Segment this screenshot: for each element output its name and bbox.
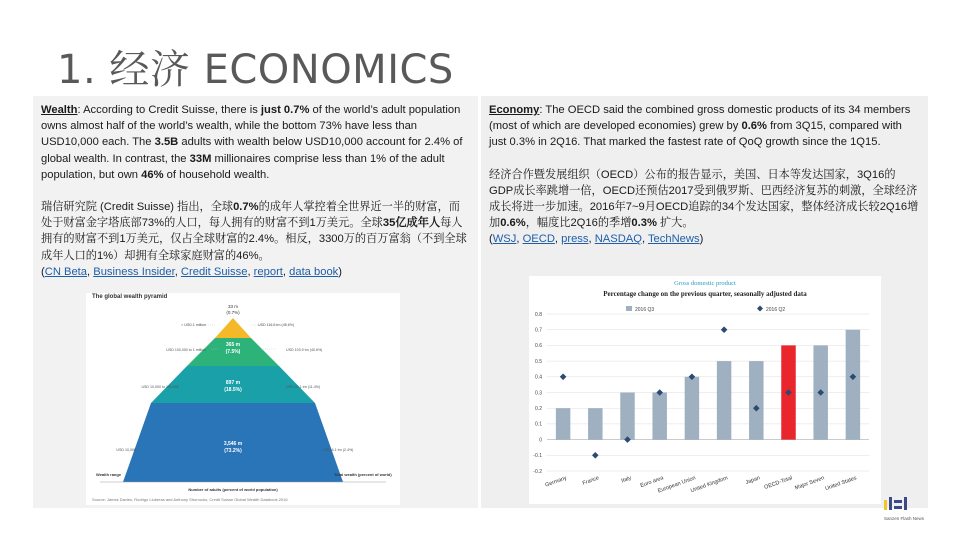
bold-text: 0.6%: [741, 120, 767, 133]
legend-swatch-marker: [757, 306, 763, 312]
pyramid-range-label: USD 100,000 to 1 million: [166, 348, 206, 352]
text: of household wealth.: [163, 168, 270, 181]
bold-text: 33M: [189, 152, 212, 165]
bar-european-union: [685, 377, 699, 440]
marker-united-kingdom: [721, 326, 728, 333]
bold-text: 35亿成年人: [382, 217, 441, 230]
pyramid-range-label: USD 10,000 to 100,000: [141, 385, 179, 389]
pyramid-wealth-label: USD 103.9 trn (40.6%): [286, 348, 323, 352]
y-tick-label: 0.8: [535, 311, 542, 318]
y-tick-label: -0.2: [533, 468, 542, 475]
x-tick-label: United States: [824, 475, 858, 493]
bar-japan: [749, 361, 763, 440]
page-title: 1. 经济 ECONOMICS: [57, 47, 454, 93]
x-tick-label: Euro area: [639, 475, 665, 490]
bar-germany: [556, 408, 570, 439]
pyramid-level-count: 3,546 m: [223, 441, 243, 447]
x-tick-label: Germany: [544, 475, 568, 489]
pyramid-left-axis-label: Wealth range: [96, 472, 122, 477]
x-tick-label: Italy: [620, 475, 633, 485]
text: of the world’s adult population owns almost half of the world’s wealth, while the bottom 73% have less than USD10,000 each. The: [41, 104, 461, 149]
bold-text: 46%: [141, 168, 164, 181]
marker-germany: [560, 374, 567, 381]
x-tick-label: OECD-Total: [763, 475, 794, 491]
chart-subtitle: Percentage change on the previous quarter, seasonally adjusted data: [603, 290, 807, 298]
marker-france: [592, 452, 599, 459]
pyramid-level-count: 365 m: [225, 342, 241, 348]
text: : According to Credit Suisse, there is: [77, 104, 261, 116]
pyramid-level-top: [215, 318, 251, 338]
pyramid-wealth-label: USD 29.1 trn (11.4%): [286, 385, 321, 389]
wealth-sources: (CN Beta, Business Insider, Credit Suisse, report, data book): [41, 265, 343, 278]
economy-chinese-paragraph: [489, 167, 920, 232]
economy-keyword: Economy: [489, 104, 540, 116]
pyramid-title: The global wealth pyramid: [92, 294, 168, 300]
wealth-english-paragraph: [41, 102, 470, 183]
bold-text: 0.7%: [233, 201, 259, 214]
x-tick-label: France: [581, 475, 600, 487]
x-tick-label: Major Seven: [794, 475, 826, 492]
source-link-credit-suisse[interactable]: Credit Suisse: [180, 265, 248, 278]
bar-france: [588, 408, 602, 439]
y-tick-label: 0.4: [535, 374, 542, 381]
legend-label: 2016 Q2: [766, 307, 786, 313]
source-link-oecd[interactable]: OECD: [522, 233, 555, 246]
source-link-nasdaq[interactable]: NASDAQ: [594, 233, 642, 246]
pyramid-level-pct: (7.5%): [225, 349, 241, 355]
x-tick-label: Japan: [744, 475, 761, 487]
y-tick-label: -0.1: [533, 453, 542, 460]
y-tick-label: 0.3: [535, 390, 542, 397]
bold-text: just 0.7%: [260, 104, 310, 116]
text: ，幅度比2Q16的季增: [525, 217, 632, 230]
source-link-cn-beta[interactable]: CN Beta: [44, 265, 88, 278]
pyramid-range-label: > USD 1 million: [181, 323, 206, 327]
chart-title: Gross domestic product: [674, 280, 736, 287]
pyramid-level-count: 897 m: [225, 380, 241, 386]
source-link-business-insider[interactable]: Business Insider: [93, 265, 175, 278]
legend-label: 2016 Q3: [635, 307, 655, 313]
wealth-keyword: Wealth: [41, 104, 78, 116]
pyramid-source-note: Source: James Davies, Rodrigo Lluberas and Anthony Shorrocks, Credit Suisse Global Wealth Databook 2016: [92, 497, 288, 502]
pyramid-level-pct: (18.5%): [224, 387, 242, 393]
text: millionaires comprise less than 1% of the adult population, but own: [41, 152, 445, 181]
text: from 3Q15, compared with just 0.3% in 2Q16. That marked the fastest rate of QoQ growth since the 1Q15.: [489, 120, 902, 149]
source-link-wsj[interactable]: WSJ: [492, 233, 517, 246]
pyramid-graphic: [86, 293, 400, 505]
source-link-data-book[interactable]: data book: [289, 265, 339, 278]
y-tick-label: 0.5: [535, 358, 542, 365]
text: : The OECD said the combined gross domestic products of its 34 members (most of which are developed economies) grew by: [489, 104, 911, 133]
legend-swatch-bar: [626, 306, 632, 311]
economy-sources: (WSJ, OECD, press, NASDAQ, TechNews): [489, 233, 704, 246]
pyramid-level-pct: (0.7%): [226, 310, 240, 315]
bold-text: 0.3%: [631, 217, 657, 230]
y-tick-label: 0.6: [535, 343, 542, 350]
wealth-pyramid-image: [86, 293, 400, 505]
y-tick-label: 0.2: [535, 406, 542, 412]
economy-english-paragraph: [489, 102, 920, 151]
pyramid-level-pct: (73.2%): [224, 448, 242, 454]
text: adults with wealth below USD10,000 account for 2.4% of global wealth. In contrast, the: [41, 136, 463, 165]
logo-text: Sanzen Flash News: [884, 516, 925, 521]
y-tick-label: 0.7: [535, 327, 542, 334]
x-tick-label: European Union: [657, 475, 697, 495]
bar-italy: [620, 393, 634, 440]
gdp-chart-image: [529, 276, 881, 504]
pyramid-range-label: USD 10,000: [116, 448, 136, 452]
text: 经济合作暨发展组织（OECD）公布的报告显示，美国、日本等发达国家，3Q16的 GDP成长率跳增一倍，OECD还预估2017受到俄罗斯、巴西经济复苏的刺激，全球经济成长将进一步加速。2016年7~9月OECD追踪的34个发达国家，整体经济成长较2Q16增加: [489, 168, 919, 230]
x-tick-label: United Kingdom: [689, 475, 729, 495]
source-link-press[interactable]: press: [561, 233, 589, 246]
wealth-chinese-paragraph: [41, 199, 470, 264]
pyramid-bottom-axis-label: Number of adults (percent of world population): [188, 487, 278, 492]
y-tick-label: 0.1: [535, 421, 542, 428]
text: 每人拥有的财富不到1万美元，仅占全球财富的2.4%。相反，3300万的百万富翁（不到全球成年人口的1%）却拥有全球家庭财富的46%。: [41, 217, 467, 262]
gdp-bar-chart: [529, 276, 881, 504]
bar-united-kingdom: [717, 361, 731, 440]
source-link-technews[interactable]: TechNews: [647, 233, 700, 246]
bar-euro-area: [652, 393, 666, 440]
pyramid-level-count: 33 m: [227, 304, 239, 309]
bold-text: 3.5B: [154, 136, 179, 149]
pyramid-wealth-label: USD 116.6 trn (45.6%): [258, 323, 295, 327]
text: 的成年人掌控着全世界近一半的财富，而处于财富金字塔底部73%的人口，每人拥有的财富不到1万美元。全球: [41, 201, 460, 230]
y-tick-label: 0: [539, 437, 542, 444]
pyramid-right-axis-label: Total wealth (percent of world): [334, 472, 392, 477]
text: 瑞信研究院 (Credit Suisse) 指出，全球: [41, 201, 234, 214]
bar-united-states: [846, 330, 860, 440]
bold-text: 0.6%: [500, 217, 526, 230]
source-link-report[interactable]: report: [253, 265, 283, 278]
text: 扩大。: [656, 217, 694, 230]
pyramid-wealth-label: USD 6.1 trn (2.4%): [323, 448, 354, 452]
